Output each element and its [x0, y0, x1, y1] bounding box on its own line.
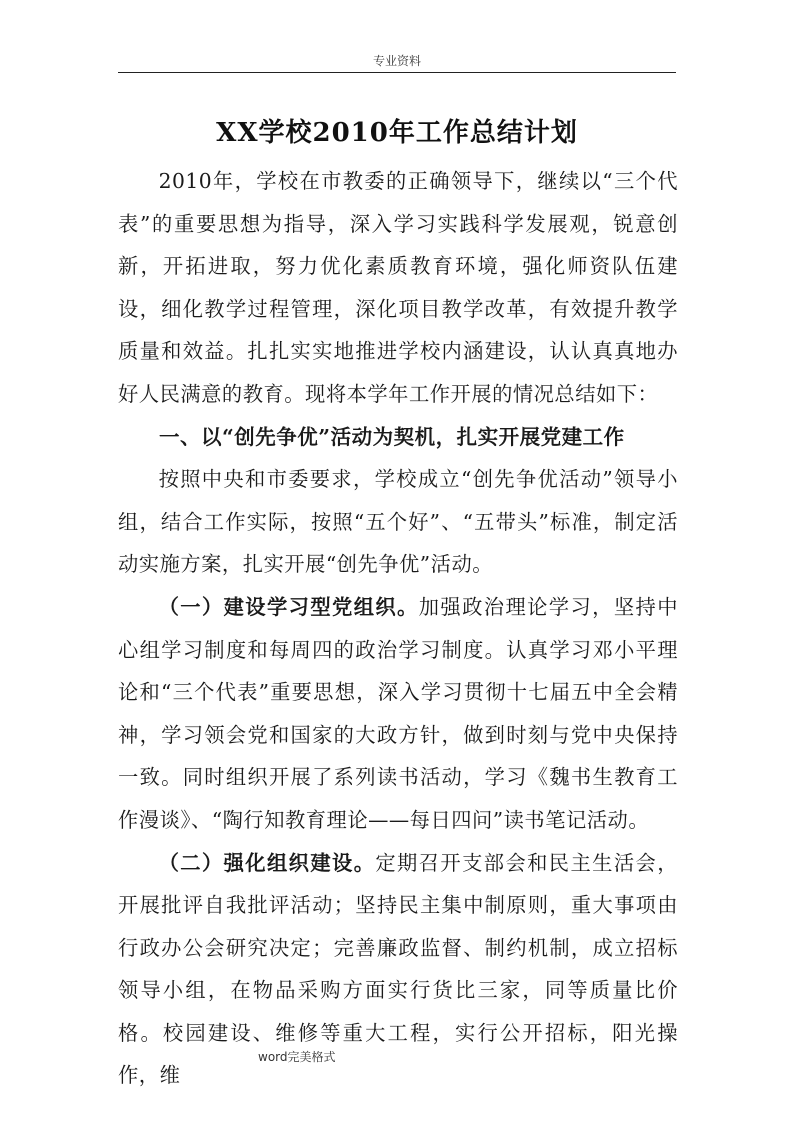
document-title: XX学校2010年工作总结计划 [216, 118, 578, 148]
header-label: 专业资料 [372, 54, 421, 68]
footer-label: word完美格式 [258, 1050, 336, 1064]
intro-paragraph: 2010年，学校在市教委的正确领导下，继续以“三个代表”的重要思想为指导，深入学习实践科学发展观，锐意创新，开拓进取，努力优化素质教育环境，强化师资队伍建设，细化教学过程管理，深化项目教学改革，有效提升教学质量和效益。扎扎实实地推进学校内涵建设，认认真真地办好人民满意的教育。现将本学年工作开展的情况总结如下： [118, 169, 678, 406]
document-body [118, 160, 678, 1097]
section-paragraph: 按照中央和市委要求，学校成立“创先争优活动”领导小组，结合工作实际，按照“五个好”、“五带头”标准，制定活动实施方案，扎实开展“创先争优”活动。 [118, 467, 678, 577]
item-lead-1: （一）建设学习型党组织。 [158, 594, 419, 619]
item-text-1: 加强政治理论学习，坚持中心组学习制度和每周四的政治学习制度。认真学习邓小平理论和“三个代表”重要思想，深入学习贯彻十七届五中全会精神，学习领会党和国家的大政方针，做到时刻与党中央保持一致。同时组织开展了系列读书活动，学习《魏书生教育工作漫谈》、“陶行知教育理论——每日四问”读书笔记活动。 [118, 594, 678, 832]
header-divider [118, 72, 676, 73]
item-paragraph-1 [118, 586, 678, 842]
item-text-2: 定期召开支部会和民主生活会，开展批评自我批评活动；坚持民主集中制原则，重大事项由行政办公会研究决定；完善廉政监督、制约机制，成立招标领导小组，在物品采购方面实行货比三家，同等质量比价格。校园建设、维修等重大工程，实行公开招标，阳光操作，维 [118, 850, 678, 1088]
section-heading: 一、以“创先争优”活动为契机，扎实开展党建工作 [159, 424, 625, 449]
item-paragraph-2 [118, 842, 678, 1098]
item-lead-2: （二）强化组织建设。 [158, 850, 376, 875]
